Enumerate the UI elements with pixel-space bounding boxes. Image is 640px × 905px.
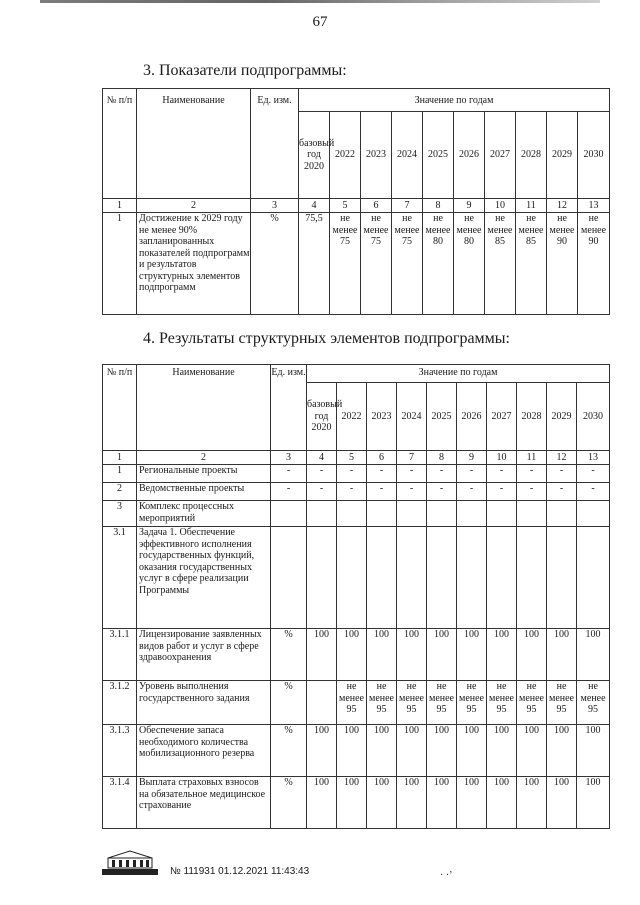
row-value: 100 bbox=[337, 777, 367, 829]
row-number: 3.1.4 bbox=[103, 777, 137, 829]
row-unit bbox=[271, 501, 307, 527]
row-value: не менее 90 bbox=[547, 213, 578, 315]
year-header bbox=[307, 383, 343, 451]
row-value: - bbox=[487, 465, 517, 483]
row-name: Обеспечение запаса необходимого количества мобилизационного резерва bbox=[137, 725, 271, 777]
row-value: не менее 95 bbox=[457, 681, 487, 725]
row-name: Достижение к 2029 году не менее 90% запланированных показателей подпрограмм и результатов структурных элементов подпрограмм bbox=[137, 213, 251, 315]
year-label: 2027 bbox=[491, 410, 512, 422]
column-numbers-row bbox=[103, 199, 610, 213]
row-name: Уровень выполнения государственного задания bbox=[137, 681, 271, 725]
header-values: Значение по годам bbox=[307, 365, 610, 383]
year-label: 2023 bbox=[371, 410, 392, 422]
row-value bbox=[337, 527, 367, 629]
row-value bbox=[307, 527, 337, 629]
row-name: Региональные проекты bbox=[137, 465, 271, 483]
row-unit: - bbox=[271, 465, 307, 483]
row-value: 100 bbox=[547, 725, 577, 777]
row-value bbox=[487, 527, 517, 629]
row-number: 1 bbox=[103, 465, 137, 483]
column-numbers-row bbox=[103, 451, 610, 465]
column-number: 1 bbox=[103, 199, 137, 213]
row-name: Ведомственные проекты bbox=[137, 483, 271, 501]
column-number: 13 bbox=[578, 199, 610, 213]
year-label: 2025 bbox=[431, 410, 452, 422]
column-number: 2 bbox=[137, 451, 271, 465]
year-header bbox=[577, 383, 610, 451]
header-num: № п/п bbox=[103, 365, 137, 451]
row-value: 100 bbox=[547, 777, 577, 829]
row-unit: % bbox=[271, 725, 307, 777]
row-value: не менее 95 bbox=[577, 681, 610, 725]
year-label: 2024 bbox=[401, 410, 422, 422]
row-value: - bbox=[307, 465, 337, 483]
row-value bbox=[307, 681, 337, 725]
row-value bbox=[427, 501, 457, 527]
year-label: 2030 bbox=[583, 149, 604, 161]
row-value: 100 bbox=[427, 777, 457, 829]
row-value: - bbox=[547, 465, 577, 483]
row-value: 100 bbox=[307, 629, 337, 681]
year-label: базовый год 2020 bbox=[299, 137, 335, 172]
row-value: 100 bbox=[457, 777, 487, 829]
row-value: 100 bbox=[517, 777, 547, 829]
row-value: 100 bbox=[367, 725, 397, 777]
row-value: 100 bbox=[487, 629, 517, 681]
column-number: 8 bbox=[423, 199, 454, 213]
row-value: - bbox=[457, 465, 487, 483]
row-value: - bbox=[337, 483, 367, 501]
header-unit: Ед. изм. bbox=[271, 365, 307, 451]
row-value: не менее 75 bbox=[392, 213, 423, 315]
row-value bbox=[397, 501, 427, 527]
row-value bbox=[337, 501, 367, 527]
table-row bbox=[103, 465, 610, 483]
row-value bbox=[577, 527, 610, 629]
year-header bbox=[397, 383, 427, 451]
column-number: 5 bbox=[330, 199, 361, 213]
row-value: 100 bbox=[457, 725, 487, 777]
row-value bbox=[457, 501, 487, 527]
row-value: 100 bbox=[337, 629, 367, 681]
table-row bbox=[103, 501, 610, 527]
row-value: - bbox=[517, 483, 547, 501]
row-value: не менее 90 bbox=[578, 213, 610, 315]
row-value: не менее 85 bbox=[516, 213, 547, 315]
year-label: 2022 bbox=[335, 149, 355, 161]
row-value bbox=[367, 527, 397, 629]
legislation-logo bbox=[100, 850, 160, 878]
row-value: - bbox=[397, 483, 427, 501]
column-number: 9 bbox=[457, 451, 487, 465]
row-unit: % bbox=[251, 213, 299, 315]
row-number: 2 bbox=[103, 483, 137, 501]
row-value: не менее 95 bbox=[367, 681, 397, 725]
year-header bbox=[454, 112, 485, 199]
table-row bbox=[103, 629, 610, 681]
year-header bbox=[547, 383, 577, 451]
year-header bbox=[457, 383, 487, 451]
year-label: 2030 bbox=[583, 410, 604, 422]
table-row bbox=[103, 483, 610, 501]
row-value: не менее 80 bbox=[454, 213, 485, 315]
row-unit: % bbox=[271, 777, 307, 829]
year-header bbox=[337, 383, 367, 451]
row-value bbox=[307, 501, 337, 527]
row-value: - bbox=[307, 483, 337, 501]
row-number: 3.1 bbox=[103, 527, 137, 629]
row-value: 75,5 bbox=[299, 213, 330, 315]
year-header bbox=[517, 383, 547, 451]
year-label: 2027 bbox=[490, 149, 510, 161]
row-value: - bbox=[457, 483, 487, 501]
header-num: № п/п bbox=[103, 89, 137, 199]
row-name: Комплекс процессных мероприятий bbox=[137, 501, 271, 527]
row-value: 100 bbox=[397, 629, 427, 681]
row-value: - bbox=[517, 465, 547, 483]
row-value: не менее 95 bbox=[397, 681, 427, 725]
header-name: Наименование bbox=[137, 365, 271, 451]
year-header bbox=[487, 383, 517, 451]
row-value bbox=[517, 501, 547, 527]
column-number: 6 bbox=[361, 199, 392, 213]
year-header bbox=[330, 112, 361, 199]
year-label: 2028 bbox=[521, 149, 541, 161]
row-value: - bbox=[427, 483, 457, 501]
year-label: 2025 bbox=[428, 149, 448, 161]
year-label: 2022 bbox=[341, 410, 362, 422]
column-number: 13 bbox=[577, 451, 610, 465]
year-label: 2026 bbox=[459, 149, 479, 161]
column-number: 12 bbox=[547, 451, 577, 465]
row-value: - bbox=[577, 483, 610, 501]
results-table bbox=[102, 364, 610, 829]
row-value bbox=[487, 501, 517, 527]
row-unit: % bbox=[271, 681, 307, 725]
row-value: 100 bbox=[397, 777, 427, 829]
page-number: 67 bbox=[312, 14, 328, 30]
table-row bbox=[103, 777, 610, 829]
row-value: - bbox=[397, 465, 427, 483]
year-label: 2023 bbox=[366, 149, 386, 161]
year-label: 2024 bbox=[397, 149, 417, 161]
document-stamp: № 111931 01.12.2021 11:43:43 bbox=[170, 866, 310, 877]
row-value: 100 bbox=[307, 725, 337, 777]
column-number: 9 bbox=[454, 199, 485, 213]
row-unit: - bbox=[271, 483, 307, 501]
header-unit: Ед. изм. bbox=[251, 89, 299, 199]
row-value bbox=[517, 527, 547, 629]
scan-marks: · ·’ bbox=[440, 870, 453, 881]
row-name: Лицензирование заявленных видов работ и услуг в сфере здравоохранения bbox=[137, 629, 271, 681]
column-number: 10 bbox=[485, 199, 516, 213]
row-value: 100 bbox=[517, 629, 547, 681]
table-row bbox=[103, 527, 610, 629]
row-number: 1 bbox=[103, 213, 137, 315]
column-number: 8 bbox=[427, 451, 457, 465]
column-number: 7 bbox=[397, 451, 427, 465]
column-number: 1 bbox=[103, 451, 137, 465]
section-3-title: 3. Показатели подпрограммы: bbox=[143, 62, 347, 79]
row-value: 100 bbox=[337, 725, 367, 777]
row-value: не менее 95 bbox=[427, 681, 457, 725]
table-row bbox=[103, 681, 610, 725]
column-number: 3 bbox=[251, 199, 299, 213]
row-value bbox=[397, 527, 427, 629]
column-number: 10 bbox=[487, 451, 517, 465]
row-value: 100 bbox=[487, 725, 517, 777]
year-label: базовый год 2020 bbox=[307, 399, 343, 434]
year-header bbox=[423, 112, 454, 199]
column-number: 11 bbox=[517, 451, 547, 465]
row-value: - bbox=[577, 465, 610, 483]
row-value: не менее 95 bbox=[487, 681, 517, 725]
row-value: 100 bbox=[517, 725, 547, 777]
row-value: 100 bbox=[367, 629, 397, 681]
row-value: - bbox=[367, 483, 397, 501]
row-value: не менее 85 bbox=[485, 213, 516, 315]
column-number: 2 bbox=[137, 199, 251, 213]
header-name: Наименование bbox=[137, 89, 251, 199]
row-value: не менее 75 bbox=[361, 213, 392, 315]
column-number: 3 bbox=[271, 451, 307, 465]
row-value: 100 bbox=[547, 629, 577, 681]
column-number: 11 bbox=[516, 199, 547, 213]
year-label: 2028 bbox=[521, 410, 542, 422]
year-header bbox=[516, 112, 547, 199]
row-value: 100 bbox=[577, 777, 610, 829]
row-value: 100 bbox=[577, 725, 610, 777]
year-header bbox=[578, 112, 610, 199]
row-value: 100 bbox=[577, 629, 610, 681]
column-number: 6 bbox=[367, 451, 397, 465]
row-value: не менее 80 bbox=[423, 213, 454, 315]
row-unit bbox=[271, 527, 307, 629]
year-header bbox=[361, 112, 392, 199]
year-header bbox=[367, 383, 397, 451]
row-name: Задача 1. Обеспечение эффективного исполнения государственных функций, оказания государственных услуг в сфере реализации Программы bbox=[137, 527, 271, 629]
row-number: 3.1.3 bbox=[103, 725, 137, 777]
year-header bbox=[427, 383, 457, 451]
row-value: не менее 95 bbox=[547, 681, 577, 725]
row-value: 100 bbox=[427, 725, 457, 777]
column-number: 4 bbox=[299, 199, 330, 213]
year-header bbox=[485, 112, 516, 199]
row-value: 100 bbox=[427, 629, 457, 681]
column-number: 12 bbox=[547, 199, 578, 213]
row-number: 3.1.1 bbox=[103, 629, 137, 681]
indicators-table bbox=[102, 88, 610, 315]
year-header bbox=[299, 112, 335, 199]
row-name: Выплата страховых взносов на обязательное медицинское страхование bbox=[137, 777, 271, 829]
header-values: Значение по годам bbox=[299, 89, 610, 112]
row-value: не менее 95 bbox=[517, 681, 547, 725]
section-4-title: 4. Результаты структурных элементов подпрограммы: bbox=[143, 330, 510, 347]
column-number: 4 bbox=[307, 451, 337, 465]
row-value: - bbox=[337, 465, 367, 483]
row-value bbox=[547, 527, 577, 629]
row-value bbox=[577, 501, 610, 527]
row-value: 100 bbox=[457, 629, 487, 681]
row-value: - bbox=[487, 483, 517, 501]
row-value: 100 bbox=[397, 725, 427, 777]
row-value bbox=[427, 527, 457, 629]
row-number: 3 bbox=[103, 501, 137, 527]
row-number: 3.1.2 bbox=[103, 681, 137, 725]
year-header bbox=[392, 112, 423, 199]
table-row bbox=[103, 213, 610, 315]
year-label: 2026 bbox=[461, 410, 482, 422]
row-unit: % bbox=[271, 629, 307, 681]
row-value: 100 bbox=[307, 777, 337, 829]
column-number: 5 bbox=[337, 451, 367, 465]
row-value: 100 bbox=[367, 777, 397, 829]
row-value: - bbox=[547, 483, 577, 501]
column-number: 7 bbox=[392, 199, 423, 213]
year-header bbox=[547, 112, 578, 199]
scan-artifact-line bbox=[40, 0, 600, 3]
row-value bbox=[547, 501, 577, 527]
row-value: 100 bbox=[487, 777, 517, 829]
row-value bbox=[367, 501, 397, 527]
table-row bbox=[103, 725, 610, 777]
year-label: 2029 bbox=[551, 410, 572, 422]
row-value bbox=[457, 527, 487, 629]
row-value: - bbox=[427, 465, 457, 483]
year-label: 2029 bbox=[552, 149, 572, 161]
row-value: - bbox=[367, 465, 397, 483]
row-value: не менее 95 bbox=[337, 681, 367, 725]
row-value: не менее 75 bbox=[330, 213, 361, 315]
